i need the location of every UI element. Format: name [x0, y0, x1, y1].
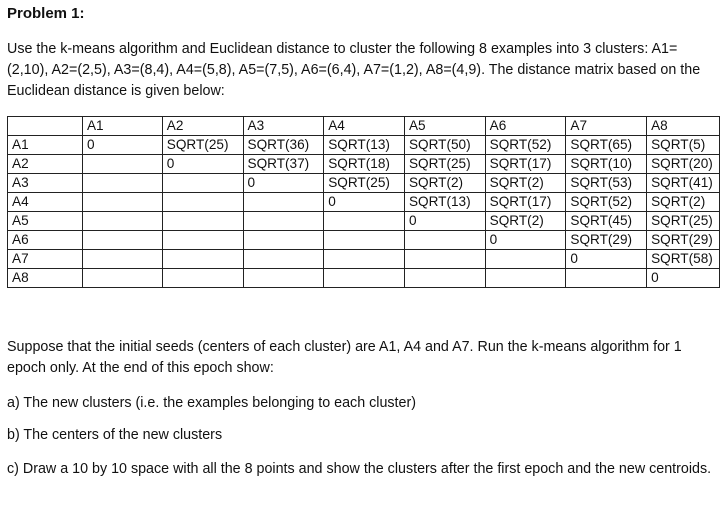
matrix-cell: 0 — [404, 212, 485, 231]
matrix-cell: SQRT(25) — [404, 155, 485, 174]
matrix-cell — [162, 269, 243, 288]
problem-title: Problem 1: — [7, 5, 85, 22]
matrix-cell — [82, 174, 162, 193]
matrix-cell: SQRT(2) — [485, 212, 566, 231]
matrix-header-cell: A6 — [485, 117, 566, 136]
matrix-row-label: A6 — [8, 231, 83, 250]
matrix-cell: SQRT(17) — [485, 155, 566, 174]
seeds-paragraph: Suppose that the initial seeds (centers of each cluster) are A1, A4 and A7. Run the k-means algorithm for 1 epoch only. At the end of this epoch show: — [7, 339, 682, 376]
matrix-cell — [82, 155, 162, 174]
matrix-cell: 0 — [324, 193, 405, 212]
matrix-cell: SQRT(13) — [324, 136, 405, 155]
matrix-cell: SQRT(5) — [647, 136, 720, 155]
distance-matrix — [7, 116, 720, 288]
matrix-row — [8, 250, 720, 269]
matrix-header-cell: A5 — [404, 117, 485, 136]
matrix-cell: SQRT(2) — [485, 174, 566, 193]
matrix-cell: SQRT(41) — [647, 174, 720, 193]
matrix-cell — [324, 250, 405, 269]
matrix-cell — [404, 269, 485, 288]
matrix-cell — [243, 231, 324, 250]
matrix-cell: SQRT(25) — [162, 136, 243, 155]
matrix-cell: 0 — [162, 155, 243, 174]
matrix-cell — [566, 269, 647, 288]
matrix-row-label: A1 — [8, 136, 83, 155]
matrix-cell: SQRT(13) — [404, 193, 485, 212]
matrix-cell: SQRT(50) — [404, 136, 485, 155]
matrix-cell: SQRT(18) — [324, 155, 405, 174]
matrix-cell: SQRT(20) — [647, 155, 720, 174]
matrix-cell: SQRT(2) — [404, 174, 485, 193]
matrix-cell: 0 — [82, 136, 162, 155]
matrix-cell — [404, 231, 485, 250]
matrix-cell — [162, 250, 243, 269]
matrix-cell: SQRT(25) — [647, 212, 720, 231]
matrix-row — [8, 174, 720, 193]
matrix-cell: 0 — [243, 174, 324, 193]
matrix-row-label: A5 — [8, 212, 83, 231]
matrix-row-label: A4 — [8, 193, 83, 212]
matrix-cell — [243, 212, 324, 231]
matrix-cell: SQRT(52) — [566, 193, 647, 212]
matrix-cell — [162, 231, 243, 250]
matrix-row-label: A2 — [8, 155, 83, 174]
matrix-cell: SQRT(2) — [647, 193, 720, 212]
matrix-cell — [82, 193, 162, 212]
matrix-cell: 0 — [566, 250, 647, 269]
matrix-cell: SQRT(25) — [324, 174, 405, 193]
matrix-cell — [485, 250, 566, 269]
matrix-row — [8, 193, 720, 212]
matrix-header-cell: A3 — [243, 117, 324, 136]
matrix-cell: SQRT(65) — [566, 136, 647, 155]
question-part-b: b) The centers of the new clusters — [7, 427, 223, 443]
matrix-cell: 0 — [647, 269, 720, 288]
matrix-cell — [82, 231, 162, 250]
matrix-cell: SQRT(58) — [647, 250, 720, 269]
matrix-cell — [243, 193, 324, 212]
matrix-cell: SQRT(10) — [566, 155, 647, 174]
matrix-cell — [162, 193, 243, 212]
matrix-cell: SQRT(29) — [647, 231, 720, 250]
matrix-header-cell: A2 — [162, 117, 243, 136]
matrix-cell — [82, 212, 162, 231]
matrix-row — [8, 136, 720, 155]
matrix-cell — [162, 212, 243, 231]
matrix-cell — [324, 231, 405, 250]
distance-matrix-body — [8, 117, 720, 288]
matrix-header-cell: A8 — [647, 117, 720, 136]
matrix-cell: SQRT(37) — [243, 155, 324, 174]
matrix-header-row — [8, 117, 720, 136]
matrix-cell: SQRT(17) — [485, 193, 566, 212]
matrix-cell — [162, 174, 243, 193]
problem-intro: Use the k-means algorithm and Euclidean distance to cluster the following 8 examples into 3 clusters: A1=(2,10), A2=(2,5), A3=(8,4), A4=(5,8), A5=(7,5), A6=(6,4), A7=(1,2), A8=(4,9). The distance matrix based on the Euclidean distance is given below: — [7, 41, 701, 99]
matrix-cell — [324, 212, 405, 231]
matrix-cell — [243, 250, 324, 269]
matrix-cell — [485, 269, 566, 288]
matrix-row — [8, 155, 720, 174]
matrix-cell: 0 — [485, 231, 566, 250]
matrix-row — [8, 212, 720, 231]
matrix-header-cell: A4 — [324, 117, 405, 136]
matrix-cell: SQRT(53) — [566, 174, 647, 193]
matrix-cell — [82, 250, 162, 269]
matrix-cell: SQRT(45) — [566, 212, 647, 231]
matrix-row-label: A3 — [8, 174, 83, 193]
question-part-a: a) The new clusters (i.e. the examples belonging to each cluster) — [7, 395, 416, 411]
matrix-row-label: A8 — [8, 269, 83, 288]
matrix-cell: SQRT(52) — [485, 136, 566, 155]
question-part-c: c) Draw a 10 by 10 space with all the 8 points and show the clusters after the first epoch and the new centroids. — [7, 461, 712, 477]
matrix-cell: SQRT(36) — [243, 136, 324, 155]
matrix-cell — [404, 250, 485, 269]
matrix-header-cell — [8, 117, 83, 136]
matrix-cell — [324, 269, 405, 288]
matrix-header-cell: A1 — [82, 117, 162, 136]
matrix-cell: SQRT(29) — [566, 231, 647, 250]
matrix-row-label: A7 — [8, 250, 83, 269]
matrix-header-cell: A7 — [566, 117, 647, 136]
matrix-row — [8, 231, 720, 250]
matrix-cell — [82, 269, 162, 288]
matrix-cell — [243, 269, 324, 288]
matrix-row — [8, 269, 720, 288]
